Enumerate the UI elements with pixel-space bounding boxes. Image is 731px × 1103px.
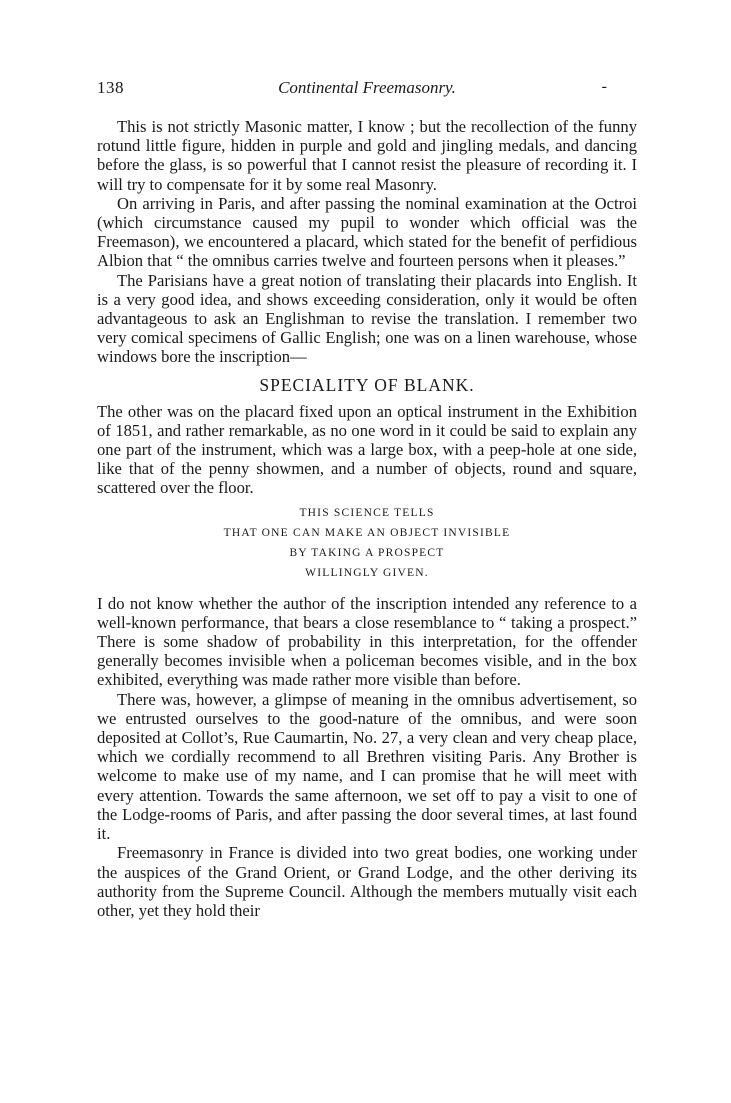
corner-mark: - xyxy=(601,78,607,95)
book-page xyxy=(97,78,637,920)
paragraph-masonic-matter: This is not strictly Masonic matter, I know ; but the recollection of the funny rotund little figure, hidden in purple and gold and jingling medals, and dancing before the glass, is so powerful that I cannot resist the pleasure of recording it. I will try to compensate for it by some real Masonry. xyxy=(97,117,637,194)
inscription-line: BY TAKING A PROSPECT xyxy=(289,546,445,559)
inscription-line: THIS SCIENCE TELLS xyxy=(299,506,435,519)
paragraph-taking-a-prospect: I do not know whether the author of the inscription intended any reference to a well-known performance, that bears a close resemblance to “ taking a prospect.” There is some shadow of probability in this interpretation, for the offender generally becomes invisible when a policeman becomes visible, and in the box exhibited, everything was made rather more visible than before. xyxy=(97,593,637,690)
running-title: Continental Freemasonry. xyxy=(278,78,456,97)
paragraph-parisian-placards: The Parisians have a great notion of translating their placards into English. It is a very good idea, and shows exceeding consideration, only it would be often advantageous to ask an Englishman to revise the translation. I remember two very comical specimens of Gallic English; one was on a linen warehouse, whose windows bore the inscription— xyxy=(97,270,637,367)
paragraph-optical-instrument: The other was on the placard fixed upon an optical instrument in the Exhibition of 1851, and rather remarkable, as no one word in it could be said to explain any one part of the instrument, which was a large box, with a peep-hole at one side, like that of the penny showmen, and a number of objects, round and square, scattered over the floor. xyxy=(97,401,637,498)
paragraph-omnibus-advertisement: There was, however, a glimpse of meaning in the omnibus advertisement, so we entrusted ourselves to the good-nature of the omnibus, and were soon deposited at Collot’s, Rue Caumartin, No. 27, a very clean and very cheap place, which we cordially recommend to all Brethren visiting Paris. Any Brother is welcome to make use of my name, and I can promise that he will meet with every attention. Towards the same afternoon, we set off to pay a visit to one of the Lodge-rooms of Paris, and after passing the door several times, at last found it. xyxy=(97,689,637,844)
inscription-line: WILLINGLY GIVEN. xyxy=(305,566,429,579)
placard-heading: SPECIALITY OF BLANK. xyxy=(259,374,475,395)
running-head xyxy=(97,78,637,104)
paragraph-freemasonry-in-france: Freemasonry in France is divided into two great bodies, one working under the auspices of the Grand Orient, or Grand Lodge, and the other deriving its authority from the Supreme Council. Although the members mutually visit each other, yet they hold their xyxy=(97,843,637,920)
inscription-line: THAT ONE CAN MAKE AN OBJECT INVISIBLE xyxy=(223,526,511,539)
body-text xyxy=(97,117,637,920)
paragraph-arriving-in-paris: On arriving in Paris, and after passing the nominal examination at the Octroi (which circumstance caused my pupil to wonder which official was the Freemason), we encountered a placard, which stated for the benefit of perfidious Albion that “ the omnibus carries twelve and fourteen persons when it pleases.” xyxy=(97,193,637,271)
page-number: 138 xyxy=(97,78,124,97)
placard-inscription xyxy=(97,503,637,583)
